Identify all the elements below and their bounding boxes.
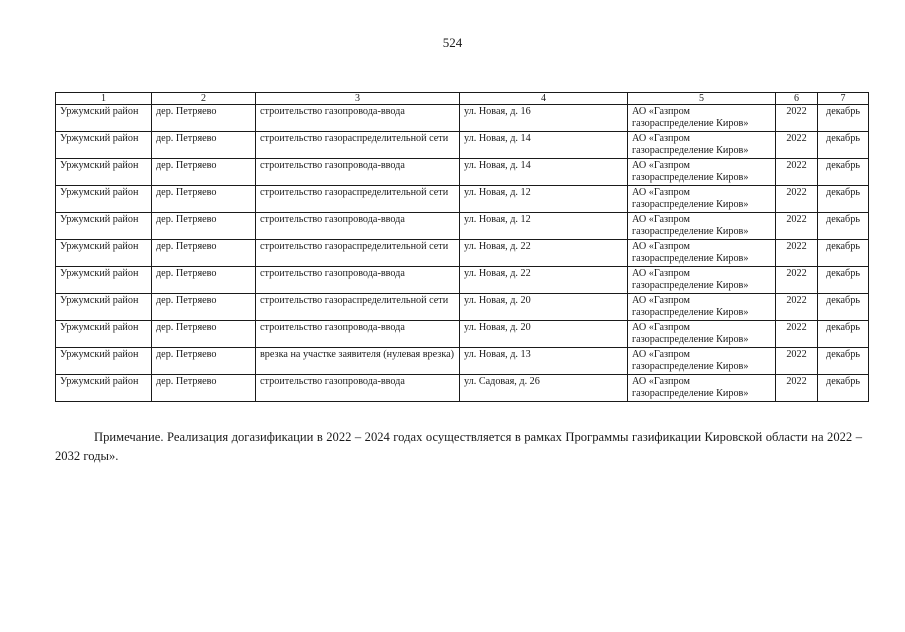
table-row — [56, 294, 869, 321]
column-number: 1 — [56, 93, 152, 105]
cell-year: 2022 — [776, 186, 818, 213]
table-body — [56, 105, 869, 402]
cell-year: 2022 — [776, 321, 818, 348]
cell-month: декабрь — [818, 159, 869, 186]
cell-month: декабрь — [818, 348, 869, 375]
cell-month: декабрь — [818, 132, 869, 159]
cell-district: Уржумский район — [56, 132, 152, 159]
table-row — [56, 159, 869, 186]
cell-organization: АО «Газпром газораспределение Киров» — [628, 294, 776, 321]
table-row — [56, 105, 869, 132]
cell-organization: АО «Газпром газораспределение Киров» — [628, 240, 776, 267]
cell-month: декабрь — [818, 375, 869, 402]
cell-district: Уржумский район — [56, 294, 152, 321]
cell-district: Уржумский район — [56, 348, 152, 375]
cell-organization: АО «Газпром газораспределение Киров» — [628, 375, 776, 402]
cell-work-type: строительство газораспределительной сети — [256, 186, 460, 213]
cell-work-type: строительство газораспределительной сети — [256, 240, 460, 267]
cell-organization: АО «Газпром газораспределение Киров» — [628, 267, 776, 294]
cell-month: декабрь — [818, 321, 869, 348]
cell-year: 2022 — [776, 240, 818, 267]
table-row — [56, 267, 869, 294]
cell-district: Уржумский район — [56, 105, 152, 132]
column-number: 7 — [818, 93, 869, 105]
cell-organization: АО «Газпром газораспределение Киров» — [628, 213, 776, 240]
cell-address: ул. Новая, д. 14 — [460, 132, 628, 159]
cell-district: Уржумский район — [56, 321, 152, 348]
cell-work-type: строительство газопровода-ввода — [256, 375, 460, 402]
table-row — [56, 321, 869, 348]
column-number: 6 — [776, 93, 818, 105]
cell-year: 2022 — [776, 132, 818, 159]
cell-settlement: дер. Петряево — [152, 186, 256, 213]
cell-year: 2022 — [776, 213, 818, 240]
gasification-schedule-table — [55, 92, 869, 402]
cell-settlement: дер. Петряево — [152, 132, 256, 159]
cell-settlement: дер. Петряево — [152, 375, 256, 402]
cell-settlement: дер. Петряево — [152, 159, 256, 186]
cell-settlement: дер. Петряево — [152, 321, 256, 348]
cell-month: декабрь — [818, 105, 869, 132]
column-number-row — [56, 93, 869, 105]
cell-month: декабрь — [818, 240, 869, 267]
cell-organization: АО «Газпром газораспределение Киров» — [628, 321, 776, 348]
cell-address: ул. Новая, д. 13 — [460, 348, 628, 375]
cell-address: ул. Новая, д. 16 — [460, 105, 628, 132]
cell-settlement: дер. Петряево — [152, 294, 256, 321]
cell-settlement: дер. Петряево — [152, 267, 256, 294]
cell-settlement: дер. Петряево — [152, 348, 256, 375]
cell-month: декабрь — [818, 186, 869, 213]
table-row — [56, 240, 869, 267]
cell-work-type: строительство газопровода-ввода — [256, 267, 460, 294]
column-number: 2 — [152, 93, 256, 105]
cell-organization: АО «Газпром газораспределение Киров» — [628, 105, 776, 132]
cell-organization: АО «Газпром газораспределение Киров» — [628, 348, 776, 375]
cell-organization: АО «Газпром газораспределение Киров» — [628, 186, 776, 213]
cell-year: 2022 — [776, 348, 818, 375]
column-number: 5 — [628, 93, 776, 105]
cell-month: декабрь — [818, 294, 869, 321]
cell-district: Уржумский район — [56, 267, 152, 294]
cell-district: Уржумский район — [56, 240, 152, 267]
table-row — [56, 375, 869, 402]
column-number: 4 — [460, 93, 628, 105]
cell-address: ул. Новая, д. 22 — [460, 267, 628, 294]
cell-address: ул. Новая, д. 12 — [460, 186, 628, 213]
cell-work-type: строительство газопровода-ввода — [256, 213, 460, 240]
cell-work-type: строительство газопровода-ввода — [256, 105, 460, 132]
cell-work-type: строительство газораспределительной сети — [256, 294, 460, 321]
cell-work-type: врезка на участке заявителя (нулевая врезка) — [256, 348, 460, 375]
cell-month: декабрь — [818, 267, 869, 294]
cell-organization: АО «Газпром газораспределение Киров» — [628, 159, 776, 186]
table-row — [56, 348, 869, 375]
table-row — [56, 132, 869, 159]
cell-work-type: строительство газопровода-ввода — [256, 159, 460, 186]
cell-address: ул. Садовая, д. 26 — [460, 375, 628, 402]
column-number: 3 — [256, 93, 460, 105]
cell-organization: АО «Газпром газораспределение Киров» — [628, 132, 776, 159]
cell-work-type: строительство газопровода-ввода — [256, 321, 460, 348]
cell-address: ул. Новая, д. 14 — [460, 159, 628, 186]
cell-address: ул. Новая, д. 12 — [460, 213, 628, 240]
cell-district: Уржумский район — [56, 375, 152, 402]
page-number: 524 — [442, 35, 463, 50]
cell-district: Уржумский район — [56, 186, 152, 213]
cell-work-type: строительство газораспределительной сети — [256, 132, 460, 159]
cell-month: декабрь — [818, 213, 869, 240]
cell-year: 2022 — [776, 105, 818, 132]
cell-year: 2022 — [776, 375, 818, 402]
cell-settlement: дер. Петряево — [152, 213, 256, 240]
cell-district: Уржумский район — [56, 159, 152, 186]
cell-district: Уржумский район — [56, 213, 152, 240]
cell-address: ул. Новая, д. 20 — [460, 294, 628, 321]
table-row — [56, 213, 869, 240]
cell-year: 2022 — [776, 159, 818, 186]
cell-settlement: дер. Петряево — [152, 240, 256, 267]
cell-address: ул. Новая, д. 22 — [460, 240, 628, 267]
cell-year: 2022 — [776, 267, 818, 294]
cell-year: 2022 — [776, 294, 818, 321]
cell-settlement: дер. Петряево — [152, 105, 256, 132]
table-row — [56, 186, 869, 213]
note-paragraph: Примечание. Реализация догазификации в 2022 – 2024 годах осуществляется в рамках Программы газификации Кировской области на 2022 – 2032 годы». — [55, 430, 862, 463]
cell-address: ул. Новая, д. 20 — [460, 321, 628, 348]
